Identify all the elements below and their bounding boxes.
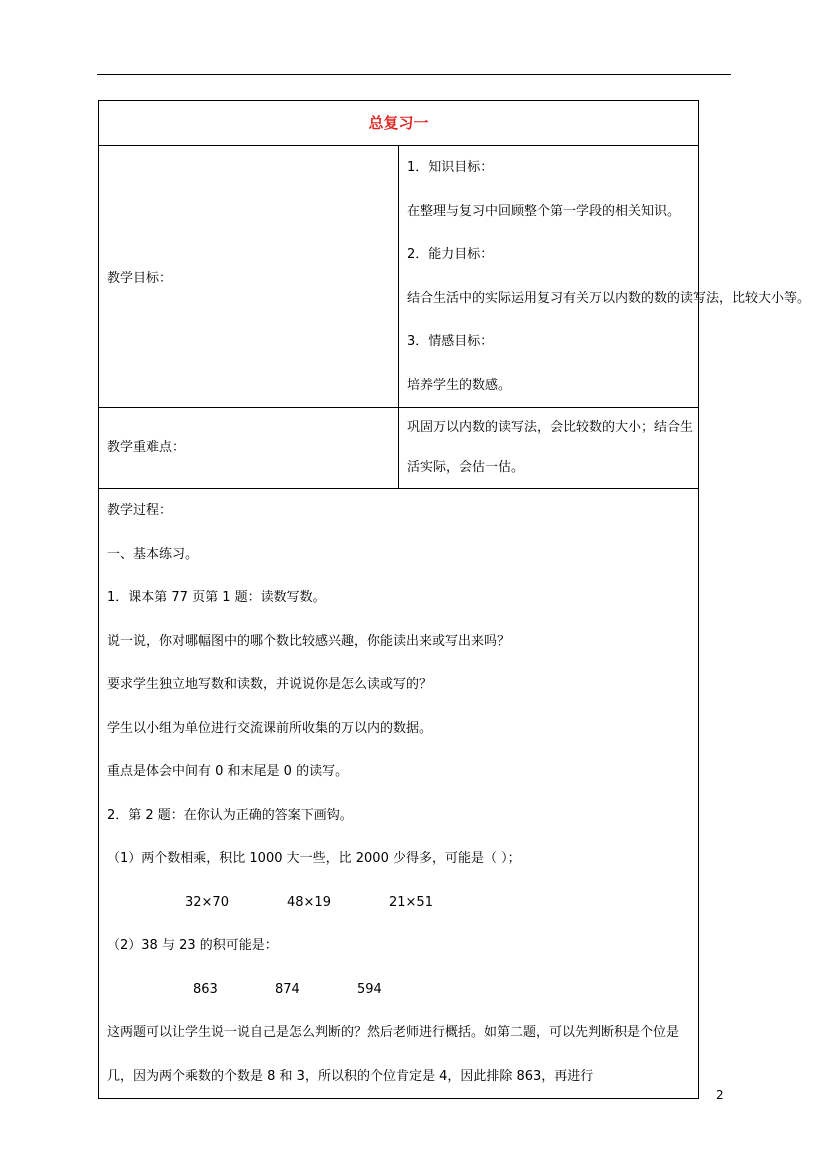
option: 594 [357, 981, 382, 997]
process-line: 重点是体会中间有 0 和末尾是 0 的读写。 [107, 764, 349, 779]
process-cell [99, 489, 699, 1099]
title-cell [99, 101, 699, 146]
key-points-content-cell [399, 408, 699, 489]
question-2-options [107, 968, 692, 1012]
goal-line: 培养学生的数感。 [407, 377, 512, 393]
goal-line: 结合生活中的实际运用复习有关万以内数的数的读写法，比较大小等。 [407, 290, 811, 306]
question-2: （2）38 与 23 的积可能是： [107, 938, 278, 953]
goal-line: 1．知识目标： [407, 160, 494, 175]
key-points-label: 教学重难点： [107, 440, 186, 455]
option: 863 [193, 981, 218, 997]
header-rule [97, 74, 731, 75]
process-line: 学生以小组为单位进行交流课前所收集的万以内的数据。 [107, 720, 433, 736]
key-points-text: 巩固万以内数的读写法，会比较数的大小；结合生活实际，会估一估。 [407, 420, 694, 475]
goals-label: 教学目标： [107, 271, 173, 286]
process-line: 说一说，你对哪幅图中的哪个数比较感兴趣，你能读出来或写出来吗？ [107, 633, 511, 649]
section-heading: 一、基本练习。 [107, 546, 199, 562]
goals-label-cell [99, 146, 399, 408]
option: 21×51 [389, 894, 433, 910]
process-item: 2．第 2 题：在你认为正确的答案下画钩。 [107, 807, 353, 823]
goals-content [399, 146, 811, 408]
option: 48×19 [287, 894, 331, 910]
question-1-options [107, 881, 692, 925]
process-item: 1．课本第 77 页第 1 题：读数写数。 [107, 590, 326, 605]
page-title: 总复习一 [368, 114, 429, 132]
process-heading: 教学过程： [107, 503, 173, 518]
goal-line: 3．情感目标： [407, 334, 494, 349]
goal-line: 2．能力目标： [407, 247, 494, 262]
option: 32×70 [185, 894, 229, 910]
option: 874 [275, 981, 300, 997]
goal-line: 在整理与复习中回顾整个第一学段的相关知识。 [407, 203, 681, 219]
page-number: 2 [716, 1088, 724, 1102]
process-line: 要求学生独立地写数和读数，并说说你是怎么读或写的？ [107, 677, 433, 692]
explanation-paragraph: 这两题可以让学生说一说自己是怎么判断的？然后老师进行概括。如第二题，可以先判断积是个位是几，因为两个乘数的个数是 8 和 3，所以积的个位肯定是 4，因此排除 863，再进行 [107, 1025, 680, 1084]
lesson-plan-table [98, 100, 811, 1099]
question-1: （1）两个数相乘，积比 1000 大一些，比 2000 少得多，可能是（ ）； [107, 851, 521, 866]
key-points-label-cell [99, 408, 399, 489]
